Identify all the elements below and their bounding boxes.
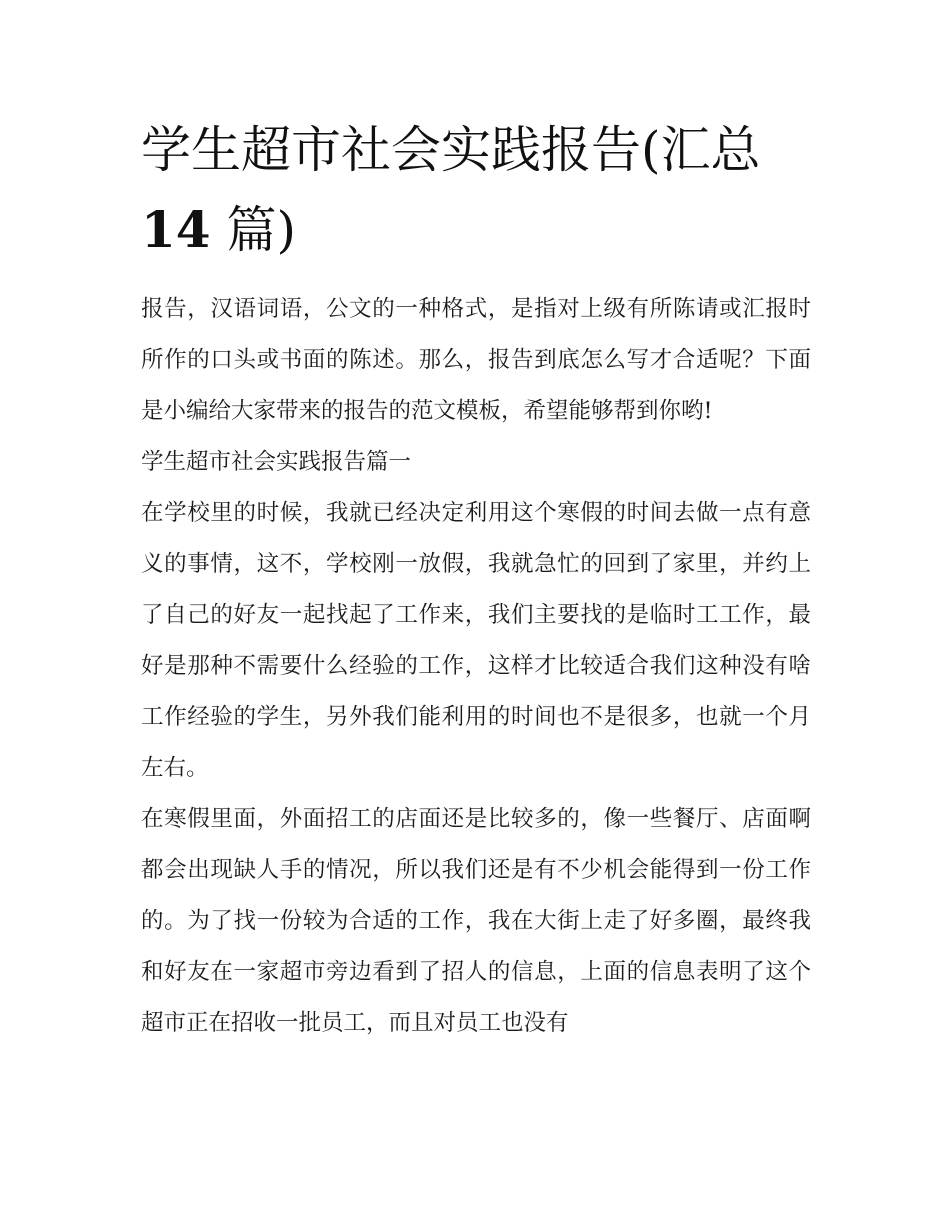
title-main-text: 学生超市社会实践报告(汇总	[141, 121, 761, 179]
body-paragraph-2: 在寒假里面，外面招工的店面还是比较多的，像一些餐厅、店面啊都会出现缺人手的情况，所以我们还是有不少机会能得到一份工作的。为了找一份较为合适的工作，我在大街上走了好多圈，最终我和好友在一家超市旁边看到了招人的信息，上面的信息表明了这个超市正在招收一批员工，而且对员工也没有	[141, 806, 811, 1036]
intro-paragraph: 报告，汉语词语，公文的一种格式，是指对上级有所陈请或汇报时所作的口头或书面的陈述。那么，报告到底怎么写才合适呢？下面是小编给大家带来的报告的范文模板，希望能够帮到你哟!	[141, 296, 811, 424]
document-page	[141, 110, 811, 1049]
title-end-text: 篇)	[210, 201, 296, 259]
body-paragraph-1: 在学校里的时候，我就已经决定利用这个寒假的时间去做一点有意义的事情，这不，学校刚一放假，我就急忙的回到了家里，并约上了自己的好友一起找起了工作来，我们主要找的是临时工工作，最好是那种不需要什么经验的工作，这样才比较适合我们这种没有啥工作经验的学生，另外我们能利用的时间也不是很多，也就一个月左右。	[141, 500, 811, 781]
section-heading: 学生超市社会实践报告篇一	[141, 449, 412, 475]
title-number: 14	[141, 200, 211, 259]
document-title	[141, 110, 811, 270]
